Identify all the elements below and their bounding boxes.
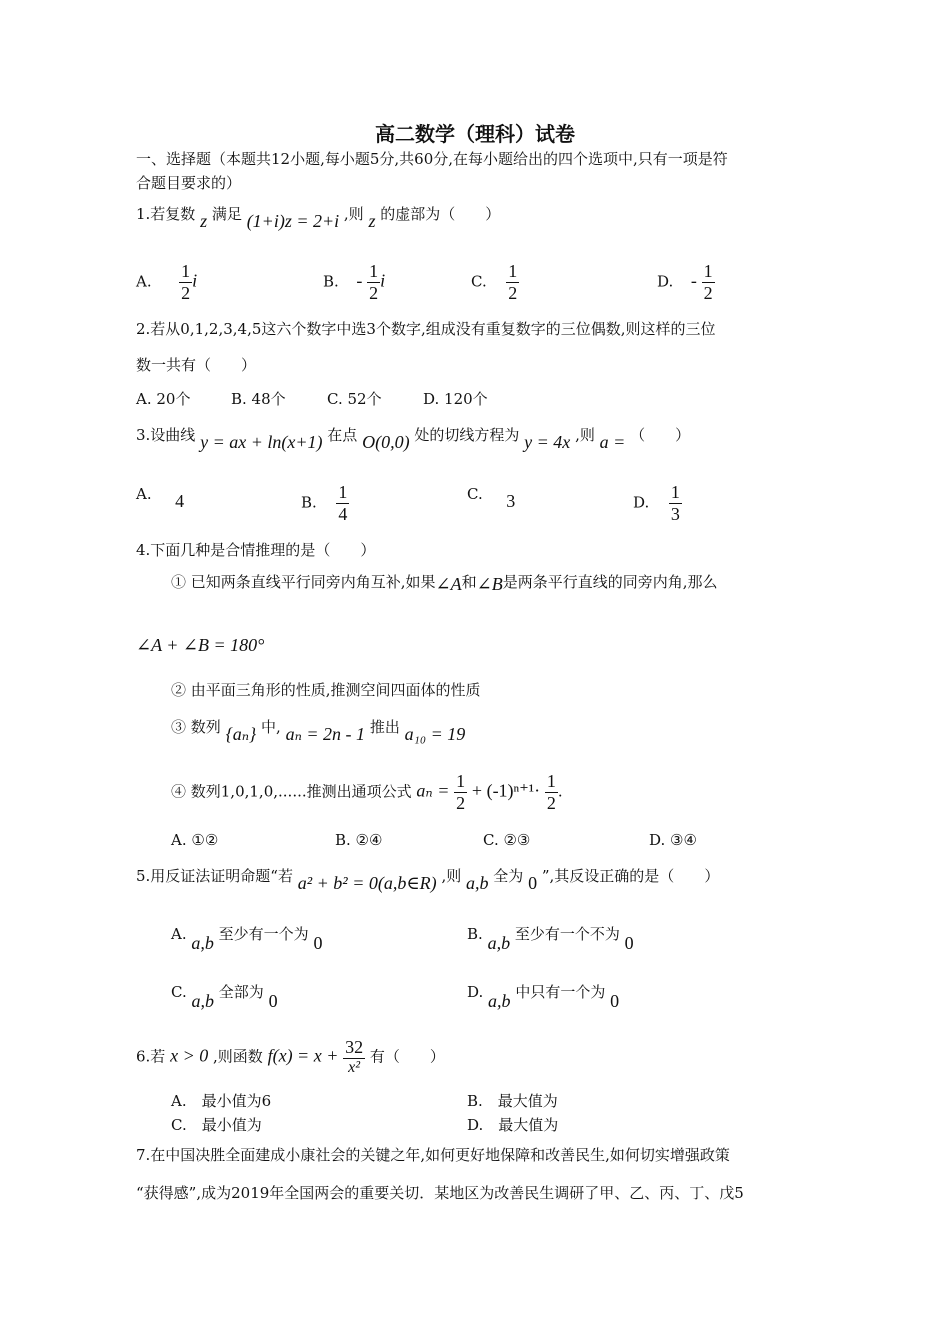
- q4-option-c[interactable]: C. ②③: [483, 831, 531, 849]
- q5-option-a-ab: a,b: [191, 933, 214, 953]
- q4-item-1-text-1: ① 已知两条直线平行同旁内角互补,如果: [171, 573, 436, 591]
- q1-a-num: 1: [181, 261, 191, 281]
- q5-option-a-text: 至少有一个为: [218, 925, 309, 943]
- q3-option-b[interactable]: [301, 483, 349, 524]
- q1-equation: (1+i)z = 2+i: [246, 211, 340, 231]
- q1-option-b[interactable]: [323, 262, 385, 303]
- q4-item-1-text-3: 是两条平行直线的同旁内角,那么: [502, 573, 718, 591]
- q4-item-2: ② 由平面三角形的性质,推测空间四面体的性质: [171, 681, 481, 699]
- q3-option-d[interactable]: [633, 483, 682, 524]
- q3-curve: y = ax + ln(x+1): [200, 432, 323, 452]
- q3-b-den: 4: [338, 503, 348, 524]
- section-heading-line1: 一、选择题（本题共12小题,每小题5分,共60分,在每小题给出的四个选项中,只有一项是符: [136, 150, 728, 168]
- q5-option-b-ab: a,b: [487, 933, 511, 953]
- q5-option-c-label: C.: [171, 983, 187, 1001]
- q4-sequence: {aₙ}: [225, 724, 257, 744]
- q4-f2-num: 1: [546, 771, 556, 791]
- q5-option-c-ab: a,b: [191, 991, 214, 1011]
- q5-option-c-text: 全部为: [218, 983, 264, 1001]
- question-4-stem: 4.下面几种是合情推理的是（ ）: [136, 541, 376, 559]
- q1-text-2: 满足: [211, 205, 242, 223]
- q1-var-z: z: [200, 211, 208, 231]
- question-3-stem: [136, 424, 691, 452]
- q3-option-c[interactable]: [467, 483, 516, 511]
- q5-ab: a,b: [466, 873, 489, 893]
- q1-option-a-fraction: [179, 262, 192, 303]
- q4-item-3: [171, 716, 466, 744]
- q5-option-b[interactable]: [467, 923, 634, 953]
- q3-text-4: ,则: [575, 426, 595, 444]
- q1-option-a[interactable]: [136, 262, 197, 303]
- question-7-line2: “获得感”,成为2019年全国两会的重要关切．某地区为改善民生调研了甲、乙、丙、丁、戊5: [136, 1184, 744, 1202]
- q3-option-d-label: D.: [633, 493, 650, 512]
- q4-option-b[interactable]: B. ②④: [335, 831, 383, 849]
- q1-b-den: 2: [369, 282, 379, 303]
- q5-text-4: ”,其反设正确的是（ ）: [541, 867, 720, 885]
- q4-item-3-text-2: 中,: [261, 718, 281, 736]
- q3-tangent: y = 4x: [524, 432, 571, 452]
- q6-function: f(x) = x +: [267, 1045, 339, 1066]
- q6-text-2: ,则函数: [213, 1047, 263, 1066]
- q5-option-b-label: B.: [467, 925, 483, 943]
- q2-option-a[interactable]: A. 20个: [136, 390, 191, 408]
- q4-angle-a: ∠A: [435, 574, 462, 594]
- q1-text-1: 1.若复数: [136, 205, 196, 223]
- q3-option-b-fraction: [336, 483, 349, 524]
- q5-text-1: 5.用反证法证明命题“若: [136, 867, 293, 885]
- q3-text-1: 3.设曲线: [136, 426, 196, 444]
- q6-text-3: 有（ ）: [369, 1047, 445, 1066]
- q6-num: 32: [345, 1037, 364, 1057]
- q4-item-4-fraction-1: [454, 772, 467, 813]
- q4-item-4-end: .: [557, 782, 563, 801]
- q4-item-4-an: aₙ =: [416, 780, 450, 801]
- q1-c-den: 2: [508, 282, 518, 303]
- q3-option-a-value: 4: [175, 491, 185, 511]
- q1-option-b-fraction: [367, 262, 380, 303]
- q5-option-c[interactable]: [171, 981, 278, 1011]
- q1-text-3: ,则: [343, 205, 364, 223]
- q1-text-4: 的虚部为（ ）: [380, 205, 501, 223]
- q5-text-3: 全为: [493, 867, 524, 885]
- q3-a-equals: a =: [599, 432, 626, 452]
- q1-option-b-label: B.: [323, 272, 339, 291]
- q1-option-d[interactable]: [657, 262, 715, 303]
- q3-point: O(0,0): [362, 432, 410, 452]
- q4-f2-den: 2: [546, 792, 556, 813]
- q5-option-d-zero: 0: [610, 991, 620, 1011]
- q4-item-4-middle: + (-1)ⁿ⁺¹·: [471, 780, 541, 801]
- q5-option-d[interactable]: [467, 981, 620, 1011]
- q3-option-a[interactable]: [136, 483, 185, 511]
- q1-var-z-2: z: [368, 211, 376, 231]
- q4-option-a[interactable]: A. ①②: [171, 831, 219, 849]
- q4-f1-den: 2: [456, 792, 466, 813]
- q6-text-1: 6.若: [136, 1047, 166, 1066]
- q1-option-a-label: A.: [136, 272, 152, 291]
- q6-condition: x > 0: [170, 1045, 209, 1066]
- q5-option-c-zero: 0: [268, 991, 278, 1011]
- q3-text-2: 在点: [327, 426, 358, 444]
- q4-a10: a₁₀ = 19: [404, 724, 466, 744]
- q3-option-c-value: 3: [506, 491, 516, 511]
- q3-b-num: 1: [338, 482, 348, 502]
- q5-option-a[interactable]: [171, 923, 323, 953]
- question-6-stem: [136, 1038, 445, 1077]
- q5-option-b-zero: 0: [624, 933, 634, 953]
- q3-option-a-label: A.: [136, 485, 152, 503]
- q1-d-den: 2: [703, 282, 713, 303]
- q5-text-2: ,则: [441, 867, 462, 885]
- q3-d-den: 3: [670, 503, 680, 524]
- q4-item-1-text-2: 和: [461, 573, 477, 591]
- q4-an-formula: aₙ = 2n - 1: [285, 724, 366, 744]
- q4-item-3-text-1: ③ 数列: [171, 718, 221, 736]
- q5-zero: 0: [528, 873, 538, 893]
- q4-f1-num: 1: [456, 771, 466, 791]
- page-title: 高二数学（理科）试卷: [375, 122, 575, 146]
- section-heading-line2: 合题目要求的）: [136, 174, 242, 192]
- q2-option-b[interactable]: B. 48个: [231, 390, 286, 408]
- q1-c-num: 1: [508, 261, 518, 281]
- q5-option-d-text: 中只有一个为: [515, 983, 606, 1001]
- q1-a-den: 2: [181, 282, 191, 303]
- q2-option-c[interactable]: C. 52个: [327, 390, 382, 408]
- question-1-stem: [136, 203, 501, 231]
- question-2-line1: 2.若从0,1,2,3,4,5这六个数字中选3个数字,组成没有重复数字的三位偶数,则这样的三位: [136, 320, 716, 338]
- q5-option-b-text: 至少有一个不为: [514, 925, 620, 943]
- q4-item-4-text: ④ 数列1,0,1,0,......推测出通项公式: [171, 782, 412, 801]
- q6-den: x²: [348, 1058, 361, 1076]
- q3-option-b-label: B.: [301, 493, 317, 512]
- q1-option-c[interactable]: [471, 262, 519, 303]
- q1-option-c-label: C.: [471, 272, 487, 291]
- q5-equation: a² + b² = 0(a,b∈R): [297, 873, 437, 893]
- q4-item-4: [171, 772, 563, 813]
- q5-option-a-zero: 0: [313, 933, 323, 953]
- q6-option-d[interactable]: D. 最大值为: [467, 1116, 559, 1134]
- q1-option-b-i: i: [380, 270, 386, 291]
- q1-option-c-fraction: [506, 262, 519, 303]
- q1-b-num: 1: [369, 261, 379, 281]
- question-5-stem: [136, 865, 720, 893]
- q3-option-c-label: C.: [467, 485, 483, 503]
- q3-text-3: 处的切线方程为: [414, 426, 520, 444]
- q4-item-4-fraction-2: [545, 772, 558, 813]
- q3-d-num: 1: [670, 482, 680, 502]
- q1-option-b-minus: -: [356, 270, 363, 291]
- q2-option-d[interactable]: D. 120个: [423, 390, 488, 408]
- q4-angle-b: ∠B: [476, 574, 503, 594]
- q6-option-b[interactable]: B. 最大值为: [467, 1092, 558, 1110]
- q1-option-a-i: i: [192, 270, 198, 291]
- q1-option-d-label: D.: [657, 272, 674, 291]
- q6-fraction: [343, 1038, 365, 1077]
- q5-option-d-ab: a,b: [488, 991, 511, 1011]
- q4-item-1: [171, 571, 718, 593]
- q4-item-3-text-3: 推出: [369, 718, 400, 736]
- q6-option-c[interactable]: C. 最小值为: [171, 1116, 262, 1134]
- question-7-line1: 7.在中国决胜全面建成小康社会的关键之年,如何更好地保障和改善民生,如何切实增强政策: [136, 1146, 730, 1164]
- q1-d-num: 1: [703, 261, 713, 281]
- q4-item-1-equation: ∠A + ∠B = 180°: [136, 635, 265, 655]
- q4-option-d[interactable]: D. ③④: [649, 831, 697, 849]
- q1-option-d-fraction: [702, 262, 715, 303]
- q5-option-a-label: A.: [171, 925, 187, 943]
- q1-option-d-minus: -: [690, 270, 697, 291]
- question-2-line2: 数一共有（ ）: [136, 356, 257, 374]
- q6-option-a[interactable]: A. 最小值为6: [171, 1092, 272, 1110]
- q3-text-5: （ ）: [630, 426, 691, 444]
- q5-option-d-label: D.: [467, 983, 484, 1001]
- q3-option-d-fraction: [669, 483, 682, 524]
